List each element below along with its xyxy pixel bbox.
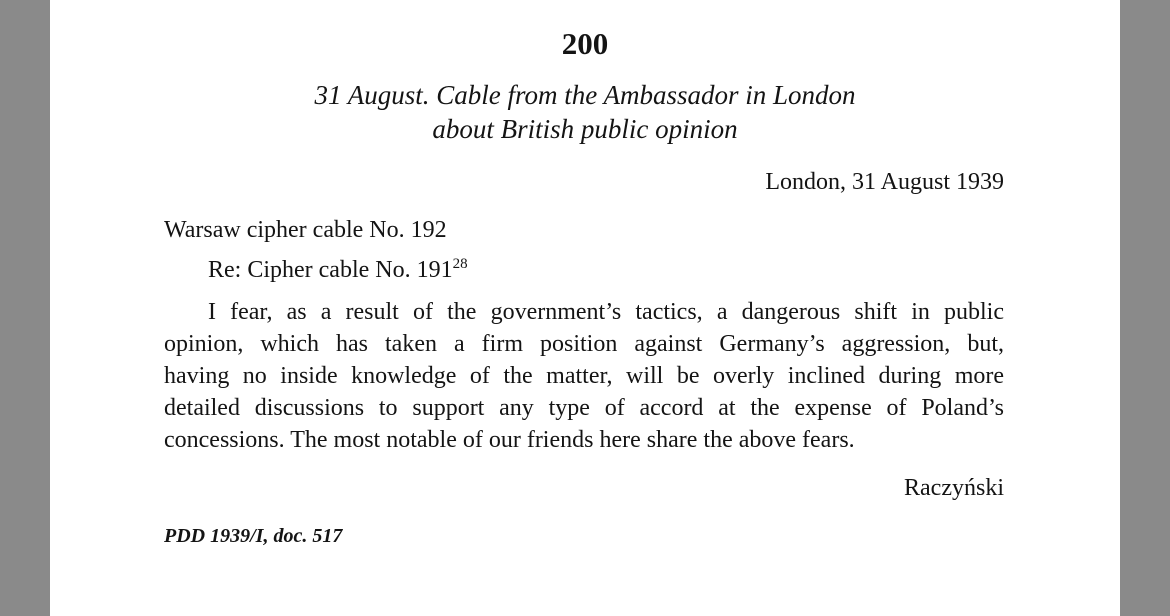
re-reference (208, 254, 468, 286)
document-title (50, 78, 1120, 146)
cable-reference: Warsaw cipher cable No. 192 (164, 217, 447, 243)
body-line-2: opinion, which has taken a firm position against Germany’s aggression, but, (164, 331, 1004, 357)
body-line-3: having no inside knowledge of the matter, will be overly inclined during more (164, 363, 1004, 389)
re-reference-text: Re: Cipher cable No. 191 (208, 257, 453, 283)
source-citation: PDD 1939/I, doc. 517 (164, 525, 343, 547)
signature: Raczyński (904, 475, 1004, 501)
document-page (50, 0, 1120, 616)
document-title-line-2: about British public opinion (432, 114, 738, 144)
place-and-date: London, 31 August 1939 (765, 169, 1004, 195)
footnote-marker[interactable]: 28 (452, 256, 468, 272)
cable-body (164, 296, 1004, 456)
body-line-5: concessions. The most notable of our friends here share the above fears. (164, 427, 855, 453)
body-line-1: I fear, as a result of the government’s tactics, a dangerous shift in public (208, 299, 1004, 325)
document-title-line-1: 31 August. Cable from the Ambassador in London (314, 80, 856, 110)
body-line-4: detailed discussions to support any type of accord at the expense of Poland’s (164, 395, 1004, 421)
document-number: 200 (561, 26, 609, 61)
